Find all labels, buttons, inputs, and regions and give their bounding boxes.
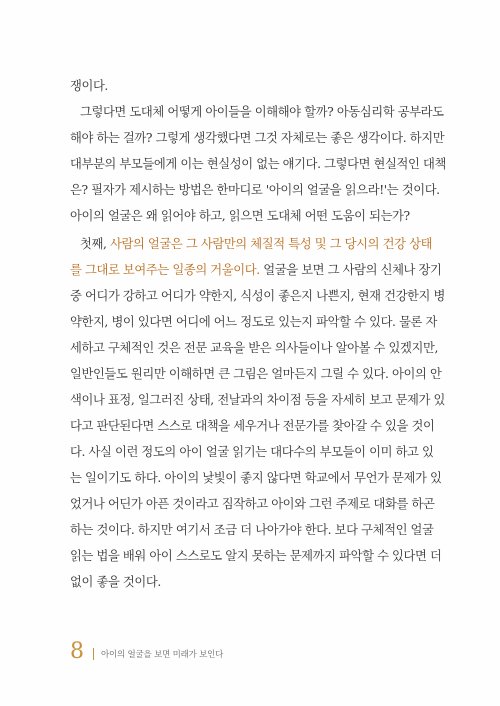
running-title: 아이의 얼굴을 보면 미래가 보인다 <box>101 650 224 660</box>
page-number: 8 <box>70 639 84 664</box>
lead-word: 첫째, <box>80 237 110 251</box>
paragraph-line: 세하고 구체적인 것은 전문 교육을 받은 의사들이나 알아볼 수 있겠지만, <box>70 341 438 355</box>
paragraph-line: 그렇다면 도대체 어떻게 아이들을 이해해야 할까? 아동심리학 공부라도 <box>80 105 444 119</box>
paragraph-line <box>70 262 442 278</box>
paragraph-line <box>80 236 433 252</box>
paragraph-line: 대부분의 부모들에게 이는 현실성이 없는 얘기다. 그렇다면 현실적인 대책 <box>70 157 446 171</box>
footer-divider <box>93 648 94 660</box>
paragraph-line: 아이의 얼굴은 왜 읽어야 하고, 읽으면 도대체 어떤 도움이 되는가? <box>70 209 410 223</box>
highlighted-text: 를 그대로 보여주는 일종의 거울이다. <box>70 263 260 277</box>
paragraph-line: 읽는 법을 배워 아이 스스로도 알지 못하는 문제까지 파악할 수 있다면 더 <box>70 549 442 563</box>
paragraph-line: 없이 좋을 것이다. <box>70 575 161 589</box>
paragraph-line: 하는 것이다. 하지만 여기서 조금 더 나아가야 한다. 보다 구체적인 얼굴 <box>70 523 434 537</box>
highlighted-text: 사람의 얼굴은 그 사람만의 체질적 특성 및 그 당시의 건강 상태 <box>109 237 433 251</box>
paragraph-line: 는 일이기도 하다. 아이의 낯빛이 좋지 않다면 학교에서 무언가 문제가 있 <box>70 471 442 485</box>
paragraph-line: 색이나 표정, 일그러진 상태, 전날과의 차이점 등을 자세히 보고 문제가 있 <box>70 393 445 407</box>
body-text: 얼굴을 보면 그 사람의 신체나 장기 <box>259 263 442 277</box>
paragraph-line: 은? 필자가 제시하는 방법은 한마디로 '아이의 얼굴을 읽으라!'는 것이다. <box>70 183 440 197</box>
paragraph-line: 일반인들도 원리만 이해하면 큰 그림은 얼마든지 그릴 수 있다. 아이의 안 <box>70 367 442 381</box>
page-footer <box>70 637 223 663</box>
paragraph-line: 중 어디가 강하고 어디가 약한지, 식성이 좋은지 나쁜지, 현재 건강한지 병 <box>70 289 445 303</box>
paragraph-line: 다. 사실 이런 정도의 아이 얼굴 읽기는 대다수의 부모들이 이미 하고 있 <box>70 445 434 459</box>
paragraph-line: 해야 하는 걸까? 그렇게 생각했다면 그것 자체로는 좋은 생각이다. 하지만 <box>70 131 445 145</box>
paragraph-line: 었거나 어딘가 아픈 것이라고 짐작하고 아이와 그런 주제로 대화를 하곤 <box>70 497 435 511</box>
paragraph-line: 쟁이다. <box>70 79 108 93</box>
paragraph-line: 다고 판단된다면 스스로 대책을 세우거나 전문가를 찾아갈 수 있을 것이 <box>70 419 435 433</box>
paragraph-line: 약한지, 병이 있다면 어디에 어느 정도로 있는지 파악할 수 있다. 물론 자 <box>70 315 438 329</box>
